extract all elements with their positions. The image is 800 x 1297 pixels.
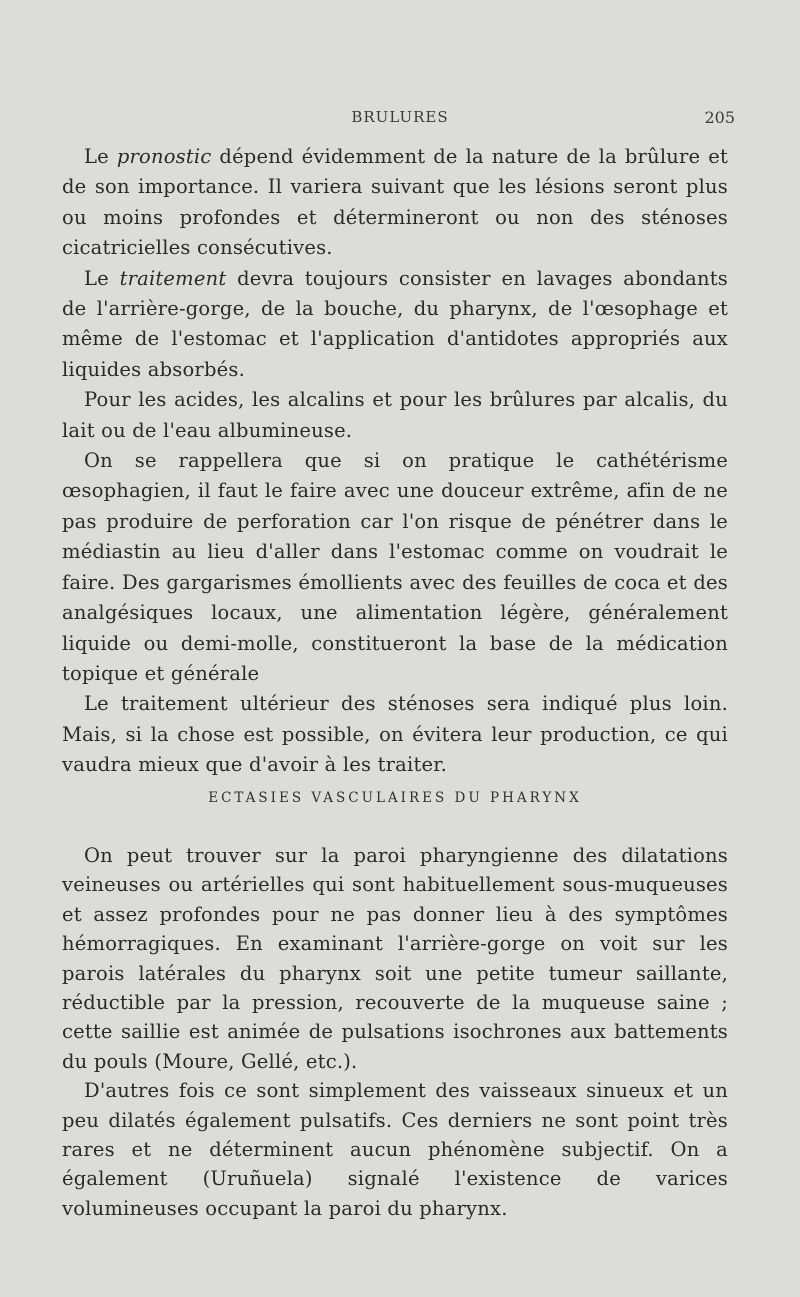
paragraph-traitement [62,264,728,386]
p2-rest: devra toujours consister en lavages abondants de l'arrière-gorge, de la bouche, du pharynx, de l'œsophage et même de l'estomac et l'application d'antidotes appropriés aux liquides absorbés. [62,266,728,381]
page-header [60,108,740,132]
paragraph-acides: Pour les acides, les alcalins et pour les brûlures par alcalis, du lait ou de l'eau albumineuse. [62,388,728,442]
term-pronostic: pronostic [116,145,212,168]
p2-prefix: Le [84,266,120,290]
term-traitement: traitement [119,266,227,290]
section-heading: ECTASIES VASCULAIRES DU PHARYNX [208,790,582,806]
p1-rest: dépend évidemment de la nature de la brûlure et de son importance. Il variera suivant que les lésions seront plus ou moins profondes et détermineront ou non des sténoses cicatricielles consécutives. [62,145,728,260]
paragraph-pronostic [62,142,728,264]
paragraph-catheterisme: On se rappellera que si on pratique le cathétérisme œsophagien, il faut le faire avec une douceur extrême, afin de ne pas produire de perforation car l'on risque de pénétrer dans le médiastin au lieu d'aller dans l'estomac comme on voudrait le faire. Des gargarismes émollients avec des feuilles de coca et des analgésiques locaux, une alimentation légère, généralement liquide ou demi-molle, constitueront la base de la médication topique et générale [62,449,728,685]
section-text [62,841,728,1223]
page-number: 205 [704,108,735,127]
paragraph-vaisseaux: D'autres fois ce sont simplement des vaisseaux sinueux et un peu dilatés également pulsatifs. Ces derniers ne sont point très rares et ne déterminent aucun phénomène subjectif. On a également (Uruñuela) signalé l'existence de varices volumineuses occupant la paroi du pharynx. [62,1079,728,1220]
main-text [62,142,728,781]
p1-prefix: Le [84,145,117,168]
running-head: BRULURES [351,108,449,126]
paragraph-dilatations: On peut trouver sur la paroi pharyngienne des dilatations veineuses ou artérielles qui sont habituellement sous-muqueuses et assez profondes pour ne pas donner lieu à des symptômes hémorragiques. En examinant l'arrière-gorge on voit sur les parois latérales du pharynx soit une petite tumeur saillante, réductible par la pression, recouverte de la muqueuse saine ; cette saillie est animée de pulsations isochrones aux battements du pouls (Moure, Gellé, etc.). [62,844,728,1073]
paragraph-stenoses: Le traitement ultérieur des sténoses sera indiqué plus loin. Mais, si la chose est possible, on évitera leur production, ce qui vaudra mieux que d'avoir à les traiter. [62,692,728,777]
